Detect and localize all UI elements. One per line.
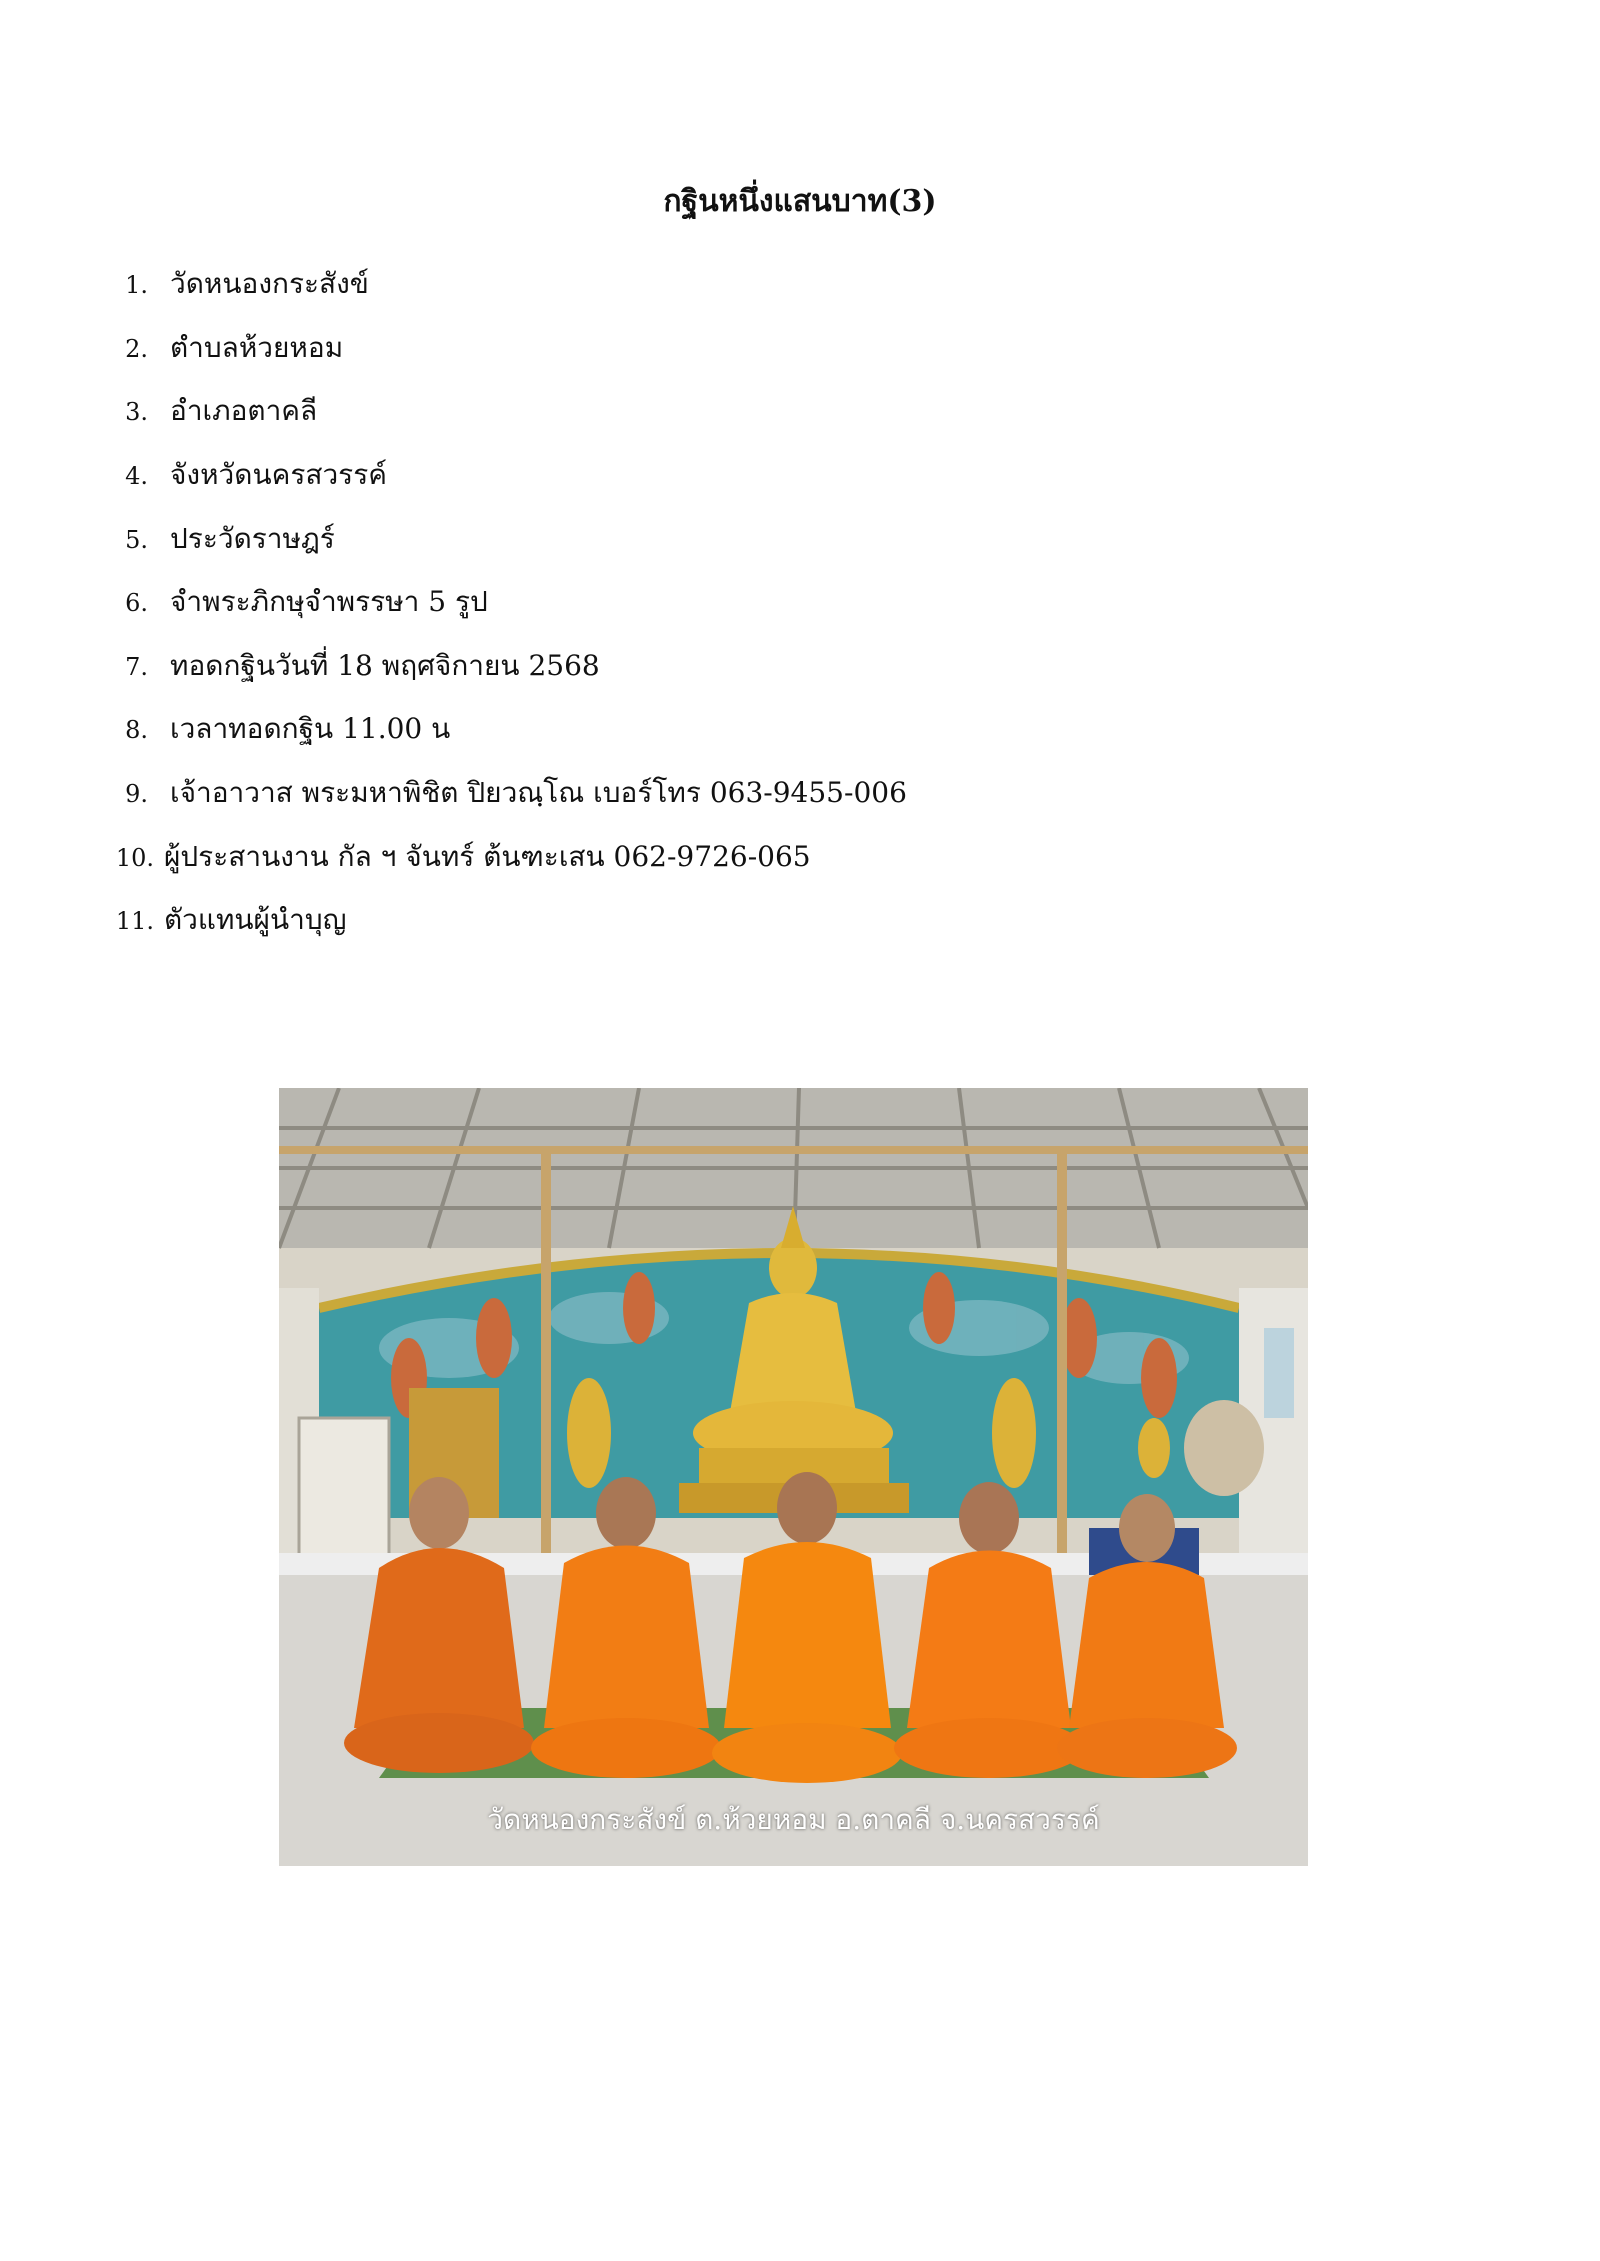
list-item [102,453,387,493]
pole [1057,1148,1067,1588]
list-item-number: 6. [125,589,148,617]
pole [541,1148,551,1578]
list-item-number: 5. [125,526,148,554]
list-item-number: 7. [125,653,148,681]
list-item [102,389,317,429]
photo-caption: วัดหนองกระสังข์ ต.ห้วยหอม อ.ตาคลี จ.นครสวรรค์ [487,1803,1100,1836]
golden-statue [1138,1418,1170,1478]
golden-statue [992,1378,1036,1488]
window [1264,1328,1294,1418]
list-item [102,580,488,620]
list-item-number: 3. [125,398,148,426]
list-item [102,517,335,557]
drum [1184,1400,1264,1496]
list-item [102,262,369,302]
list-item-text: อำเภอตาคลี [170,394,318,427]
monks [344,1472,1237,1783]
list-item-text: เจ้าอาวาส พระมหาพิชิต ปิยวณฺโณ เบอร์โทร 063-9455-006 [170,776,907,809]
list-item-text: ผู้ประสานงาน กัล ฯ จันทร์ ต้นฑะเสน 062-9726-065 [164,840,811,873]
list-item-number: 1. [125,271,148,299]
list-item-number: 9. [125,780,148,808]
list-item-text: จังหวัดนครสวรรค์ [170,458,387,491]
list-item-text: ประวัดราษฎร์ [170,522,335,555]
golden-statue [567,1378,611,1488]
list-item-number: 11. [115,907,154,935]
list-item-number: 10. [115,844,154,872]
list-item-number: 2. [125,335,148,363]
list-item-number: 4. [125,462,148,490]
list-item [102,644,600,684]
list-item [106,898,346,938]
list-item-text: ตัวแทนผู้นำบุญ [164,903,347,936]
list-item-number: 8. [125,716,148,744]
temple-photo [279,1088,1308,1866]
list-item-text: จำพระภิกษุจำพรรษา 5 รูป [170,585,488,618]
list-item-text: ทอดกฐินวันที่ 18 พฤศจิกายน 2568 [170,649,600,682]
list-item-text: วัดหนองกระสังข์ [170,267,369,300]
list-item [106,835,811,875]
list-item [102,707,450,747]
temple-photo-illustration [279,1088,1308,1866]
beam [279,1146,1308,1154]
cabinet [299,1418,389,1558]
list-item-text: ตำบลห้วยหอม [170,331,344,364]
document-title: กฐินหนึ่งแสนบาท(3) [663,184,937,219]
list-item [102,326,343,366]
list-item-text: เวลาทอดกฐิน 11.00 น [170,712,451,745]
list-item [102,771,907,811]
buddha-body [729,1293,857,1418]
